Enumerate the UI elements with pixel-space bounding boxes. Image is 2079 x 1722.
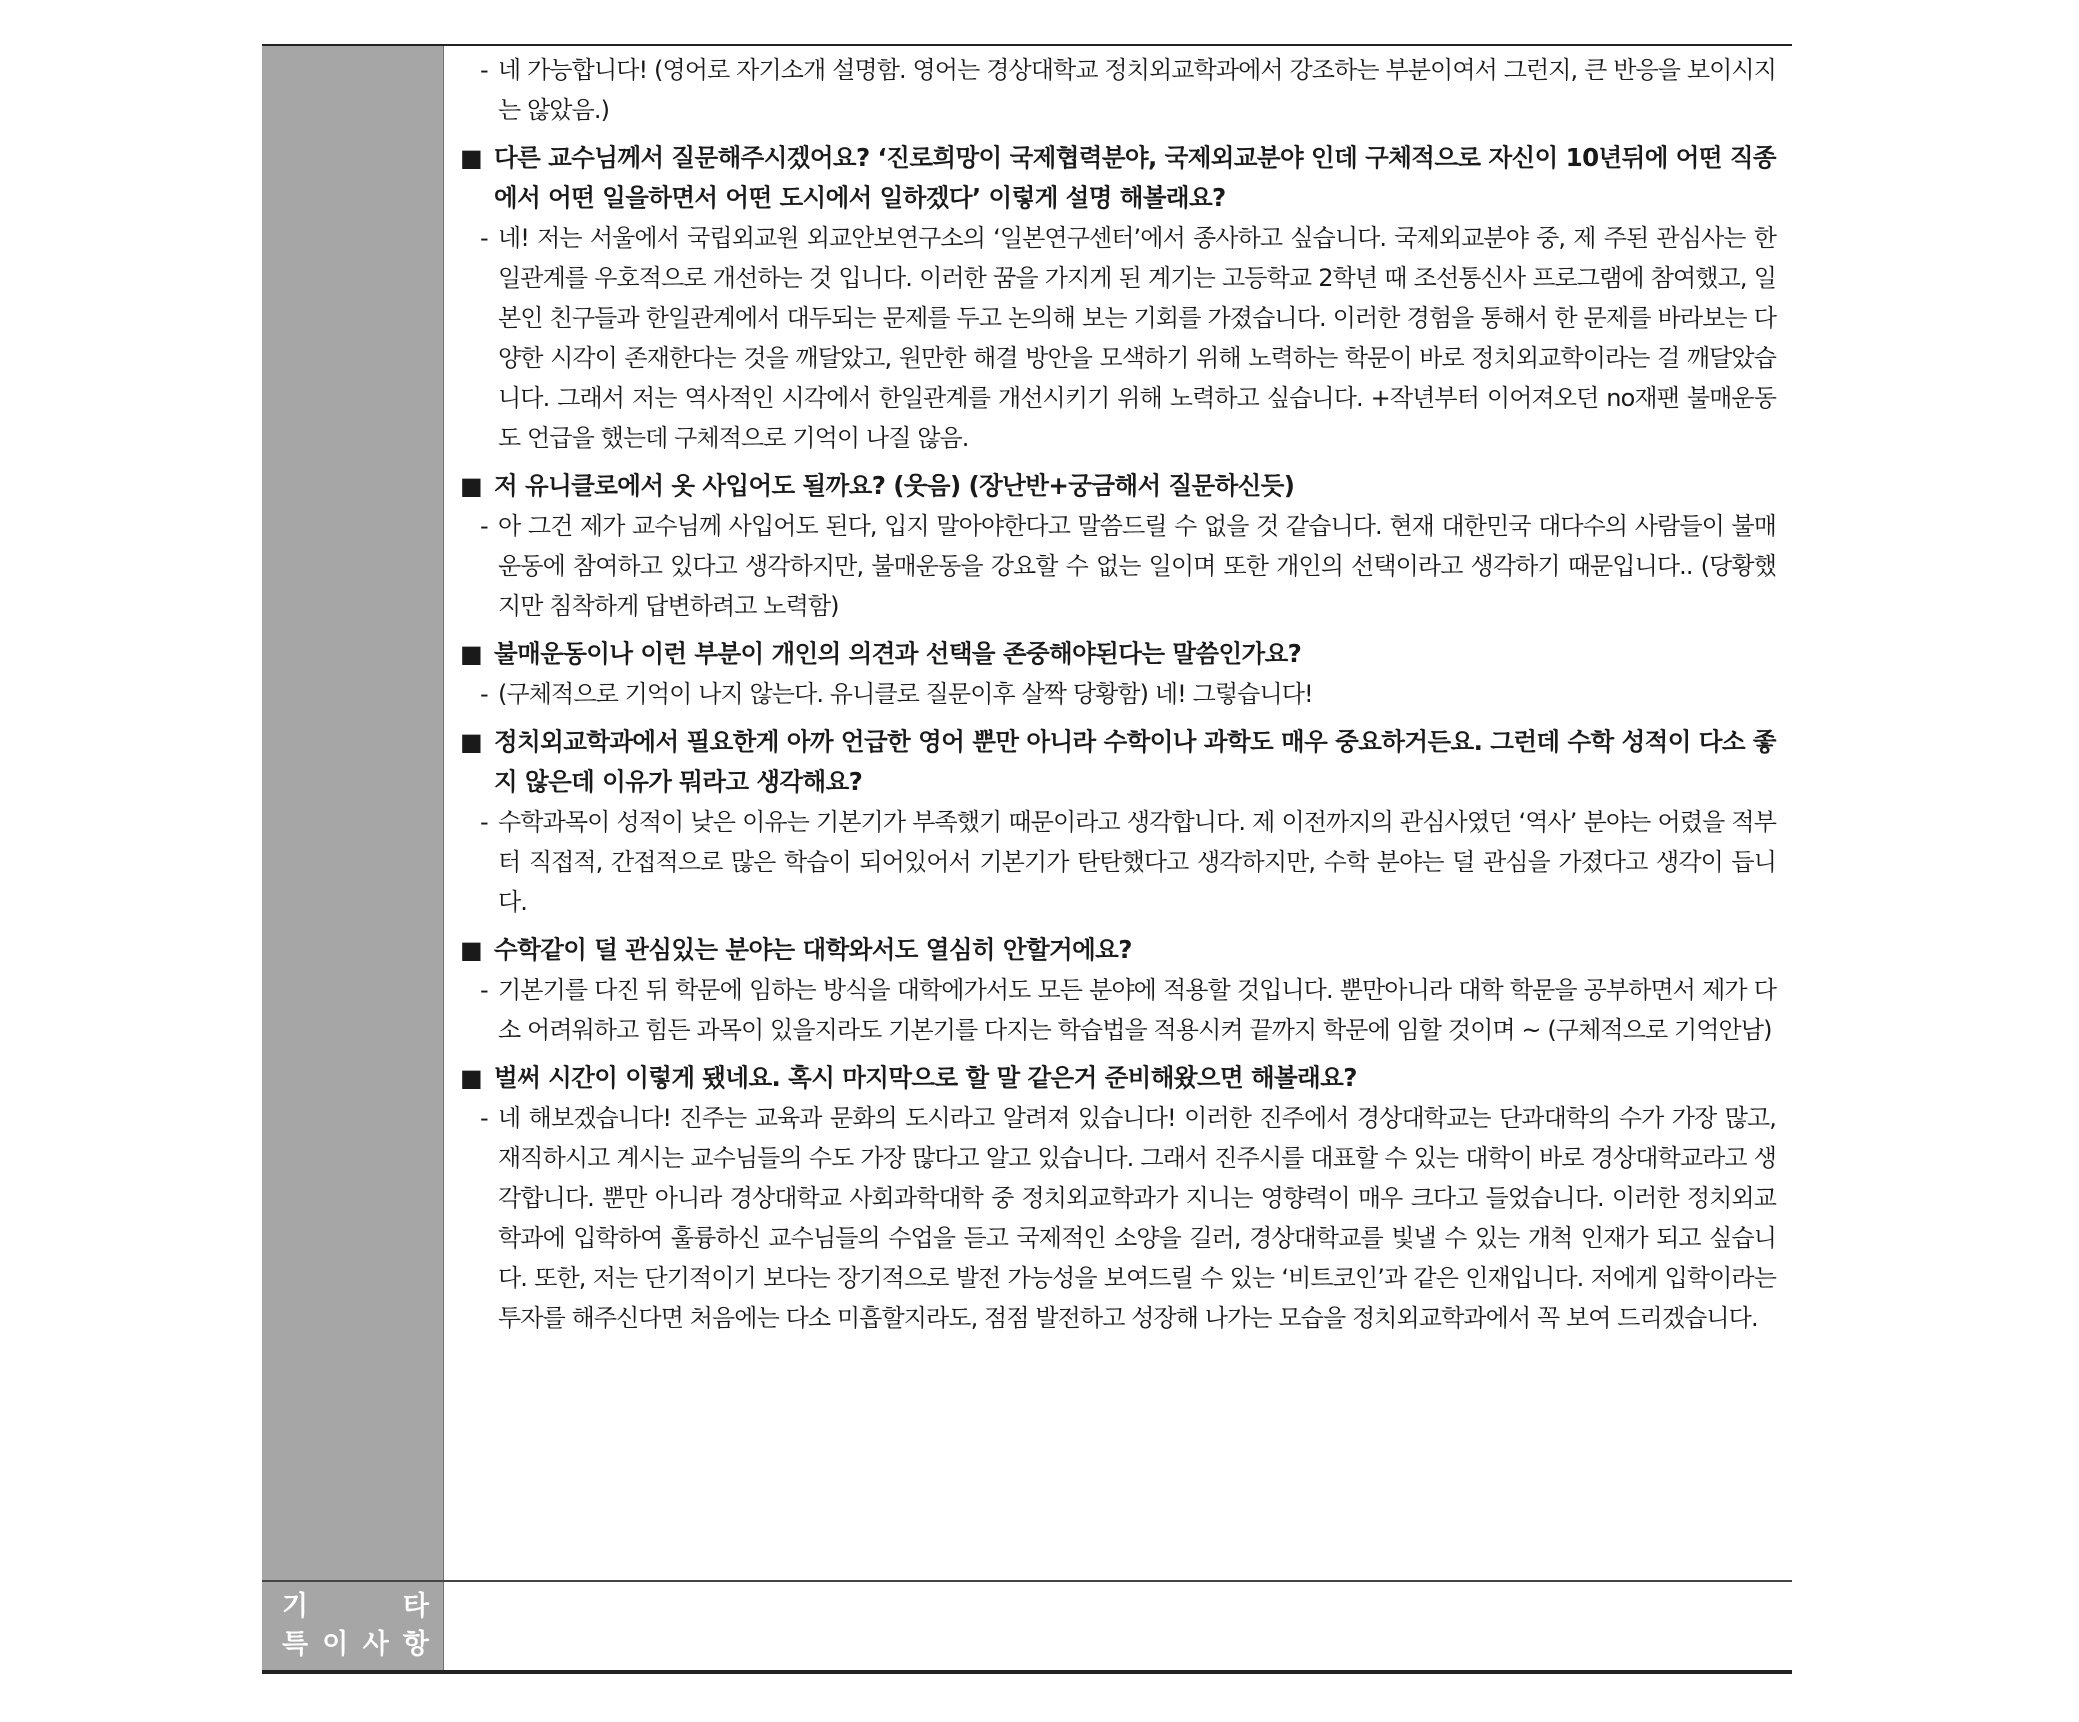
- question-text: 벌써 시간이 이렇게 됐네요. 혹시 마지막으로 할 말 같은거 준비해왔으면 해볼래요?: [494, 1063, 1357, 1092]
- qa-item-7: [456, 1058, 1776, 1338]
- extra-notes-label: [262, 1588, 443, 1664]
- square-bullet-icon: ■: [460, 144, 483, 172]
- interview-content-cell: [444, 45, 1793, 1581]
- dash-marker: -: [480, 808, 488, 836]
- question-text: 다른 교수님께서 질문해주시겠어요? ‘진로희망이 국제협력분야, 국제외교분야 인데 구체적으로 자신이 10년뒤에 어떤 직종에서 어떤 일을하면서 어떤 도시에서 일하겠다’ 이렇게 설명 해볼래요?: [494, 143, 1776, 212]
- answer-text: 네! 저는 서울에서 국립외교원 외교안보연구소의 ‘일본연구센터’에서 종사하고 싶습니다. 국제외교분야 중, 제 주된 관심사는 한일관계를 우호적으로 개선하는 것 입니다. 이러한 꿈을 가지게 된 계기는 고등학교 2학년 때 조선통신사 프로그램에 참여했고, 일본인 친구들과 한일관계에서 대두되는 문제를 두고 논의해 보는 기회를 가졌습니다. 이러한 경험을 통해서 한 문제를 바라보는 다양한 시각이 존재한다는 것을 깨달았고, 원만한 해결 방안을 모색하기 위해 노력하는 학문이 바로 정치외교학이라는 걸 깨달았습니다. 그래서 저는 역사적인 시각에서 한일관계를 개선시키기 위해 노력하고 싶습니다. +작년부터 이어져오던 no재팬 불매운동도 언급을 했는데 구체적으로 기억이 나질 않음.: [498, 224, 1776, 452]
- answer-text: 기본기를 다진 뒤 학문에 임하는 방식을 대학에가서도 모든 분야에 적용할 것입니다. 뿐만아니라 대학 학문을 공부하면서 제가 다소 어려워하고 힘든 과목이 있을지라도 기본기를 다지는 학습법을 적용시켜 끝까지 학문에 임할 것이며 ~ (구체적으로 기억안남): [498, 976, 1776, 1044]
- question-text: 불매운동이나 이런 부분이 개인의 의견과 선택을 존중해야된다는 말씀인가요?: [494, 639, 1302, 668]
- dash-marker: -: [480, 976, 488, 1004]
- label-char: 사: [362, 1629, 389, 1660]
- interview-record-table: [262, 44, 1792, 1674]
- answer: [456, 50, 1776, 130]
- square-bullet-icon: ■: [460, 1064, 483, 1092]
- answer-text: 네 해보겠습니다! 진주는 교육과 문화의 도시라고 알려져 있습니다! 이러한 진주에서 경상대학교는 단과대학의 수가 가장 많고, 재직하시고 계시는 교수님들의 수도 가장 많다고 알고 있습니다. 그래서 진주시를 대표할 수 있는 대학이 바로 경상대학교라고 생각합니다. 뿐만 아니라 경상대학교 사회과학대학 중 정치외교학과가 지니는 영향력이 매우 크다고 들었습니다. 이러한 정치외교학과에 입학하여 훌륭하신 교수님들의 수업을 듣고 국제적인 소양을 길러, 경상대학교를 빛낼 수 있는 개척 인재가 되고 싶습니다. 또한, 저는 단기적이기 보다는 장기적으로 발전 가능성을 보여드릴 수 있는 ‘비트코인’과 같은 인재입니다. 저에게 입학이라는 투자를 해주신다면 처음에는 다소 미흡할지라도, 점점 발전하고 성장해 나가는 모습을 정치외교학과에서 꼭 보여 드리겠습니다.: [498, 1104, 1776, 1332]
- question: [456, 930, 1776, 970]
- dash-marker: -: [480, 1104, 488, 1132]
- dash-marker: -: [480, 56, 488, 84]
- dash-marker: -: [480, 512, 488, 540]
- answer: [456, 802, 1776, 922]
- qa-item-1: [456, 50, 1776, 130]
- square-bullet-icon: ■: [460, 936, 483, 964]
- question-text: 정치외교학과에서 필요한게 아까 언급한 영어 뿐만 아니라 수학이나 과학도 매우 중요하거든요. 그런데 수학 성적이 다소 좋지 않은데 이유가 뭐라고 생각해요?: [494, 727, 1776, 796]
- extra-notes-label-line2: [282, 1626, 429, 1664]
- interview-content-row: [262, 45, 1792, 1581]
- answer: [456, 1098, 1776, 1338]
- answer-text: 수학과목이 성적이 낮은 이유는 기본기가 부족했기 때문이라고 생각합니다. 제 이전까지의 관심사였던 ‘역사’ 분야는 어렸을 적부터 직접적, 간접적으로 많은 학습이 되어있어서 기본기가 탄탄했다고 생각하지만, 수학 분야는 덜 관심을 가졌다고 생각이 듭니다.: [498, 808, 1776, 916]
- question-text: 저 유니클로에서 옷 사입어도 될까요? (웃음) (장난반+궁금해서 질문하신듯): [494, 471, 1295, 500]
- qa-item-6: [456, 930, 1776, 1050]
- extra-notes-row: [262, 1581, 1792, 1672]
- label-char: 기: [282, 1591, 309, 1622]
- question-text: 수학같이 덜 관심있는 분야는 대학와서도 열심히 안할거에요?: [494, 935, 1132, 964]
- qa-item-5: [456, 722, 1776, 922]
- dash-marker: -: [480, 680, 488, 708]
- question: [456, 722, 1776, 802]
- answer-text: 아 그건 제가 교수님께 사입어도 된다, 입지 말아야한다고 말씀드릴 수 없을 것 같습니다. 현재 대한민국 대다수의 사람들이 불매운동에 참여하고 있다고 생각하지만, 불매운동을 강요할 수 없는 일이며 또한 개인의 선택이라고 생각하기 때문입니다.. (당황했지만 침착하게 답변하려고 노력함): [498, 512, 1776, 620]
- square-bullet-icon: ■: [460, 728, 483, 756]
- qa-item-4: [456, 634, 1776, 714]
- label-char: 특: [282, 1629, 309, 1660]
- question: [456, 466, 1776, 506]
- extra-notes-content: [444, 1581, 1793, 1672]
- question: [456, 634, 1776, 674]
- label-char: 타: [402, 1591, 429, 1622]
- qa-item-2: [456, 138, 1776, 458]
- question: [456, 138, 1776, 218]
- dash-marker: -: [480, 224, 488, 252]
- answer: [456, 970, 1776, 1050]
- answer: [456, 506, 1776, 626]
- qa-item-3: [456, 466, 1776, 626]
- question: [456, 1058, 1776, 1098]
- answer-text: 네 가능합니다! (영어로 자기소개 설명함. 영어는 경상대학교 정치외교학과에서 강조하는 부분이여서 그런지, 큰 반응을 보이시지는 않았음.): [498, 56, 1776, 124]
- label-char: 이: [322, 1629, 349, 1660]
- square-bullet-icon: ■: [460, 640, 483, 668]
- extra-notes-label-line1: [282, 1588, 429, 1626]
- answer-text: (구체적으로 기억이 나지 않는다. 유니클로 질문이후 살짝 당황함) 네! 그렇습니다!: [498, 680, 1313, 708]
- label-char: 항: [402, 1629, 429, 1660]
- square-bullet-icon: ■: [460, 472, 483, 500]
- interview-label-cell: [262, 45, 444, 1581]
- answer: [456, 218, 1776, 458]
- answer: [456, 674, 1776, 714]
- extra-notes-label-cell: [262, 1581, 444, 1672]
